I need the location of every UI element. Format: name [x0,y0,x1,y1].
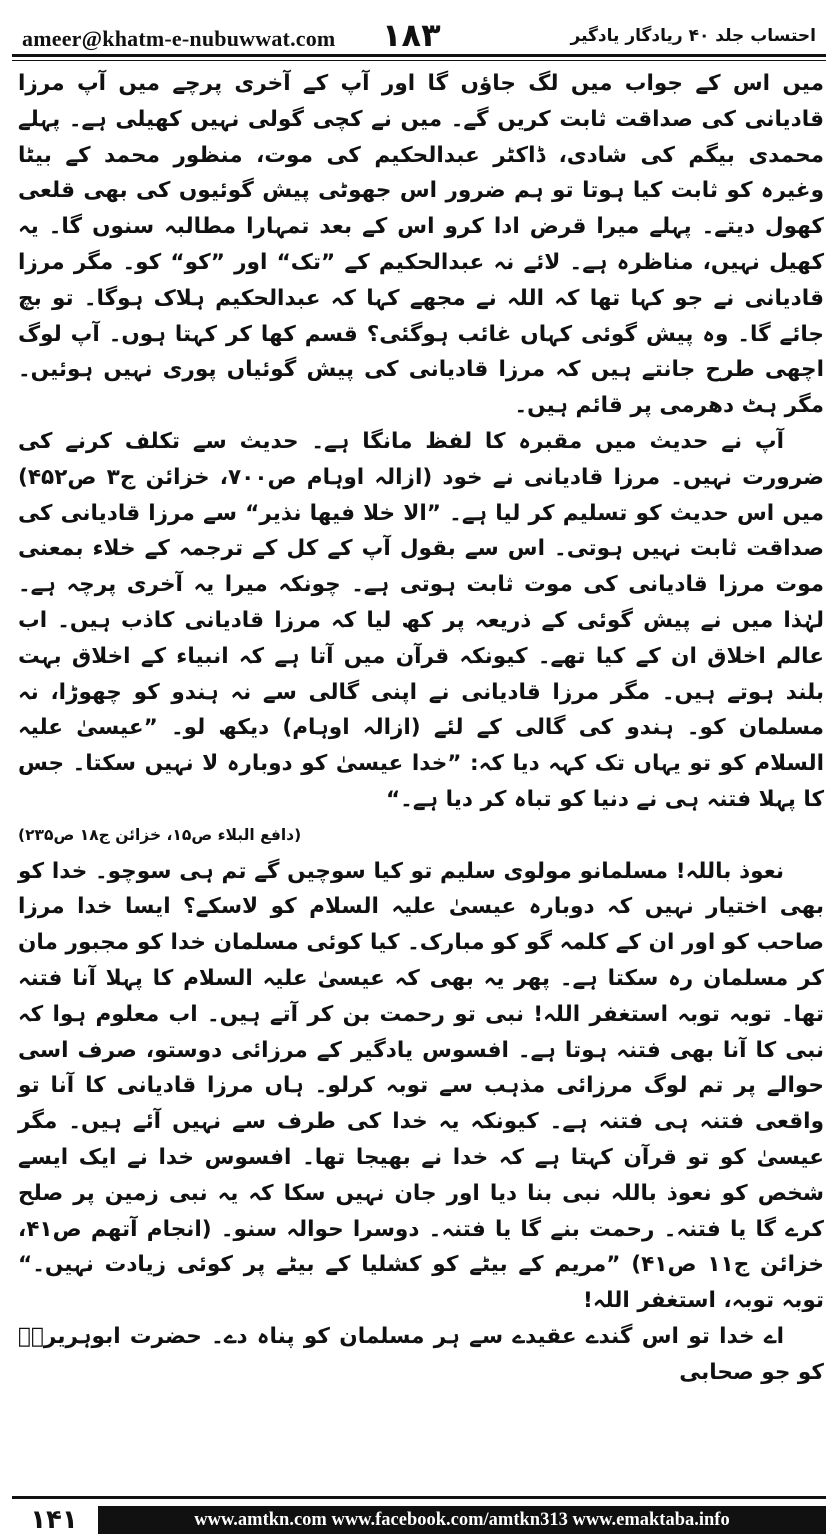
body-paragraph: نعوذ باللہ! مسلمانو مولوی سلیم تو کیا سوچیں گے تم ہی سوچو۔ خدا کو بھی اختیار نہیں کہ دوبارہ عیسیٰ علیہ السلام کو لاسکے؟ ایسا خدا مرزا صاحب کو اور ان کے کلمہ گو کو مبارک۔ کیا کوئی مسلمان خدا کو مجبور مان کر مسلمان رہ سکتا ہے۔ پھر یہ بھی کہ عیسیٰ علیہ السلام کا پہلا آنا فتنہ تھا۔ توبہ توبہ استغفر اللہ! نبی تو رحمت بن کر آتے ہیں۔ اب معلوم ہوا کہ نبی کا آنا بھی فتنہ ہوتا ہے۔ افسوس یادگیر کے مرزائی دوستو، صرف اسی حوالے پر تم لوگ مرزائی مذہب سے توبہ کرلو۔ ہاں مرزا قادیانی کا آنا تو واقعی فتنہ ہی فتنہ ہے۔ کیونکہ یہ خدا کی طرف سے نہیں آئے ہیں۔ مگر عیسیٰ کو تو قرآن کہتا ہے کہ خدا نے بھیجا تھا۔ افسوس خدا نے ایک ایسے شخص کو نعوذ باللہ نبی بنا دیا اور جان نہیں سکا کہ یہ نبی زمین پر صلح کرے گا یا فتنہ۔ رحمت بنے گا یا فتنہ۔ دوسرا حوالہ سنو۔ (انجام آتھم ص۴۱، خزائن ج۱۱ ص۴۱) ”مریم کے بیٹے کو کشلیا کے بیٹے پر کوئی زیادت نہیں۔“ توبہ توبہ، استغفر اللہ! [18,858,824,1314]
running-head: احتساب جلد ۴۰ ریادگار یادگیر [570,26,816,46]
reference-line [18,818,824,854]
body-paragraph: اے خدا تو اس گندے عقیدے سے ہر مسلمان کو پناہ دے۔ حضرت ابوہریرہؓ کو جو صحابی [18,1323,824,1385]
header-rule-thin [12,60,826,61]
body-paragraph: آپ نے حدیث میں مقبرہ کا لفظ مانگا ہے۔ حدیث سے تکلف کرنے کی ضرورت نہیں۔ مرزا قادیانی نے خود (ازالہ اوہام ص۷۰۰، خزائن ج۳ ص۴۵۲) میں اس حدیث کو تسلیم کر لیا ہے۔ ”الا خلا فیھا نذیر“ سے مرزا قادیانی کی صداقت ثابت نہیں ہوتی۔ اس سے بقول آپ کے کل کے ترجمہ کے خلاء بمعنی موت مرزا قادیانی کی موت ثابت ہوتی ہے۔ چونکہ میرا یہ آخری پرچہ ہے۔ لہٰذا میں نے پیش گوئی کے ذریعہ پر کھ لیا کہ مرزا قادیانی کاذب ہیں۔ اب عالم اخلاق ان کے کیا تھے۔ کیونکہ قرآن میں آتا ہے کہ انبیاء کے اخلاق بہت بلند ہوتے ہیں۔ مگر مرزا قادیانی نے اپنی گالی سے نہ ہندو کو چھوڑا، نہ مسلمان کو۔ ہندو کی گالی کے لئے (ازالہ اوہام) دیکھ لو۔ ”عیسیٰ علیہ السلام کو تو یہاں تک کہہ دیا کہ: ”خدا عیسیٰ کو دوبارہ لا نہیں سکتا۔ جس کا پہلا فتنہ ہی نے دنیا کو تباہ کر دیا ہے۔“ [18,428,824,812]
header-email: ameer@khatm-e-nubuwwat.com [22,26,336,51]
citation-reference: (دافع البلاء ص۱۵، خزائن ج۱۸ ص۲۳۵) [18,825,302,844]
footer-links: www.amtkn.com www.facebook.com/amtkn313 www.emaktaba.info [98,1506,826,1534]
header-rule [12,54,826,57]
page-header [10,8,830,52]
header-page-number: ۱۸۳ [382,16,441,54]
page-body [18,66,824,1390]
footer-page-number: ۱۴۱ [30,1505,78,1535]
body-paragraph: میں اس کے جواب میں لگ جاؤں گا اور آپ کے آخری پرچے میں آپ مرزا قادیانی کی صداقت ثابت کریں گے۔ میں نے کچی گولی نہیں کھیلی ہے۔ پہلے محمدی بیگم کی شادی، ڈاکٹر عبدالحکیم کی موت، منظور محمد کے بیٹا وغیرہ کو ثابت کیا ہوتا تو ہم ضرور اس جھوٹی پیش گوئیوں کی بھی قلعی کھول دیتے۔ پہلے میرا قرض ادا کرو اس کے بعد تمہارا مطالبہ سنوں گا۔ یہ کھیل نہیں، مناظرہ ہے۔ لائے نہ عبدالحکیم کے ”تک“ اور ”کو“ کو۔ مگر مرزا قادیانی نے جو کہا تھا کہ اللہ نے مجھے کہا کہ عبدالحکیم ہلاک ہوگا۔ تو بچ جائے گا۔ وہ پیش گوئی کہاں غائب ہوگئی؟ قسم کھا کر کہتا ہوں۔ آپ لوگ اچھی طرح جانتے ہیں کہ مرزا قادیانی کی پیش گوئیاں پوری نہیں ہوئیں۔ مگر ہٹ دھرمی پر قائم ہیں۔ [18,71,824,419]
footer-rule [12,1496,826,1499]
